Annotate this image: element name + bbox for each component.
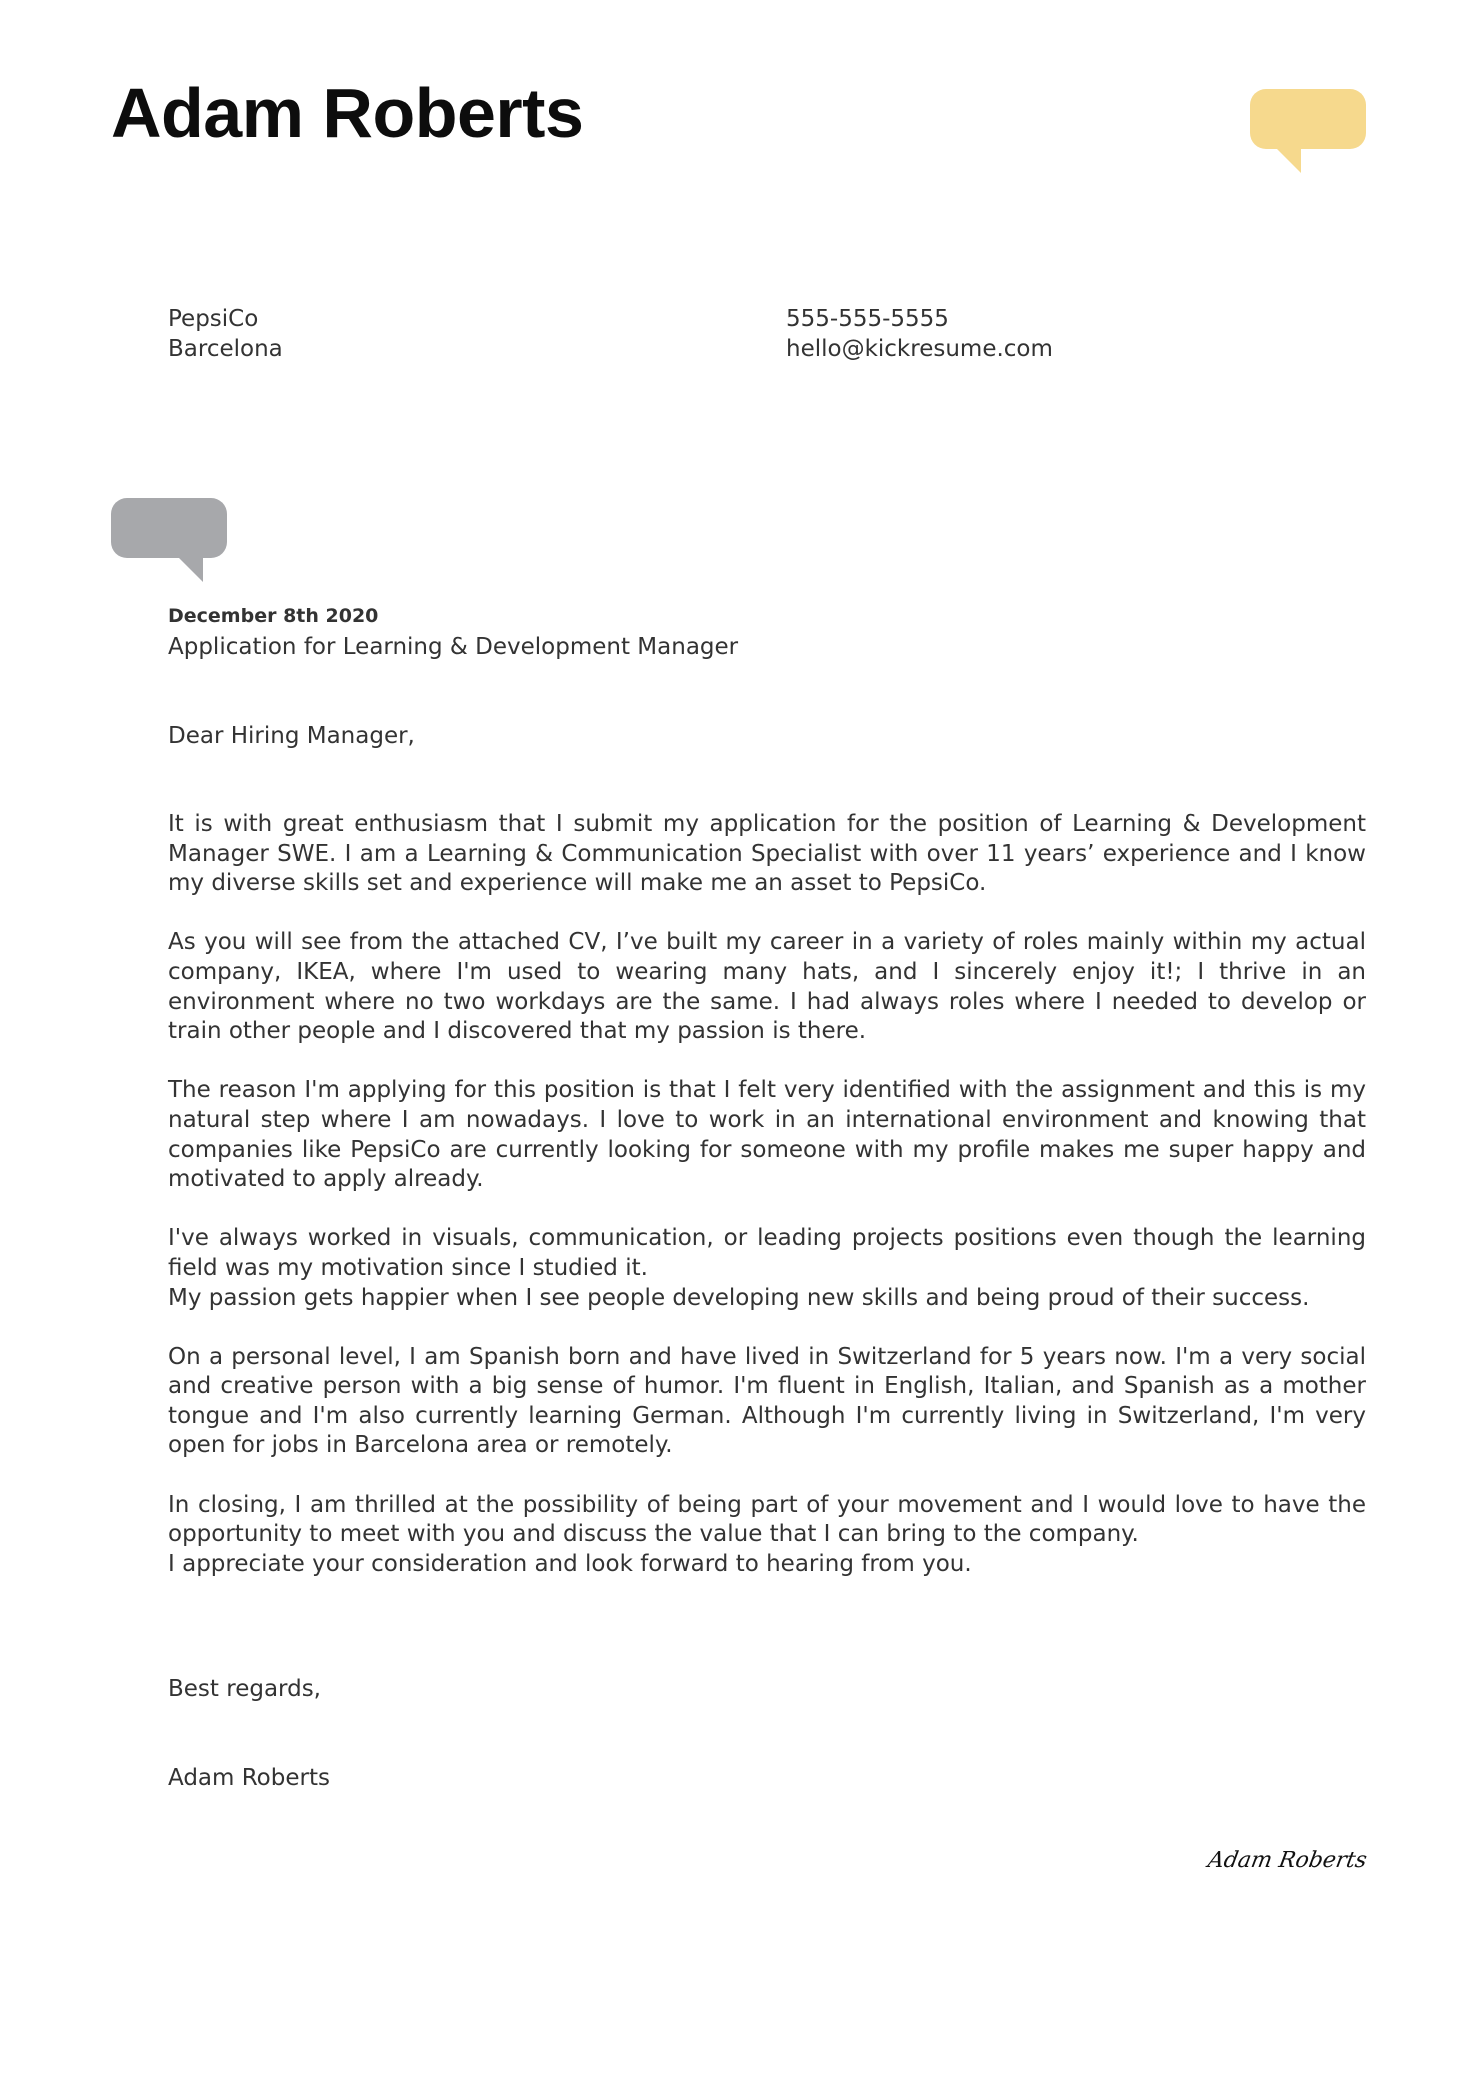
speech-bubble-icon xyxy=(111,498,227,584)
letter-date: December 8th 2020 xyxy=(168,605,379,627)
paragraph-line: On a personal level, I am Spanish born and have lived in Switzerland for 5 years now. I'm a very social and creative person with a big sense of humor. I'm fluent in English, Italian, and Spanish as a mother tongue and I'm also currently learning German. Although I'm currently living in Switzerland, I'm very open for jobs in Barcelona area or remotely. xyxy=(168,1343,1366,1459)
letter-paragraph xyxy=(168,928,1366,1046)
paragraph-line: It is with great enthusiasm that I submit my application for the position of Learning & Development Manager SWE. I am a Learning & Communication Specialist with over 11 years’ experience and I know my diverse skills set and experience will make me an asset to PepsiCo. xyxy=(168,811,1366,897)
recipient-company: PepsiCo xyxy=(168,306,259,332)
paragraph-line: As you will see from the attached CV, I’ve built my career in a variety of roles mainly within my actual company, IKEA, where I'm used to wearing many hats, and I sincerely enjoy it!; I thrive in an environment where no two workdays are the same. I had always roles where I needed to develop or train other people and I discovered that my passion is there. xyxy=(168,929,1366,1045)
letter-paragraph xyxy=(168,1343,1366,1461)
letter-paragraph xyxy=(168,1491,1366,1580)
letter-closing: Best regards, xyxy=(168,1676,321,1702)
letter-body xyxy=(168,810,1366,1609)
sender-contact-block xyxy=(786,304,1053,364)
phone-number: 555-555-5555 xyxy=(786,306,949,332)
recipient-city: Barcelona xyxy=(168,336,283,362)
paragraph-line: The reason I'm applying for this position is that I felt very identified with the assignment and this is my natural step where I am nowadays. I love to work in an international environment and knowing that companies like PepsiCo are currently looking for someone with my profile makes me super happy and motivated to apply already. xyxy=(168,1077,1366,1193)
page-title: Adam Roberts xyxy=(111,74,584,152)
speech-bubble-icon xyxy=(1250,89,1366,175)
handwritten-signature: Adam Roberts xyxy=(1206,1848,1370,1873)
paragraph-line: I appreciate your consideration and look forward to hearing from you. xyxy=(168,1550,972,1577)
paragraph-line: My passion gets happier when I see people developing new skills and being proud of their success. xyxy=(168,1284,1310,1311)
letter-paragraph xyxy=(168,1076,1366,1194)
letter-greeting: Dear Hiring Manager, xyxy=(168,723,415,749)
letter-paragraph xyxy=(168,1224,1366,1313)
signer-name: Adam Roberts xyxy=(168,1765,330,1791)
recipient-block xyxy=(168,304,283,364)
paragraph-line: I've always worked in visuals, communication, or leading projects positions even though the learning field was my motivation since I studied it. xyxy=(168,1225,1366,1281)
letter-paragraph xyxy=(168,810,1366,899)
letter-subject: Application for Learning & Development Manager xyxy=(168,634,739,660)
paragraph-line: In closing, I am thrilled at the possibility of being part of your movement and I would love to have the opportunity to meet with you and discuss the value that I can bring to the company. xyxy=(168,1491,1366,1548)
email-address: hello@kickresume.com xyxy=(786,336,1053,362)
